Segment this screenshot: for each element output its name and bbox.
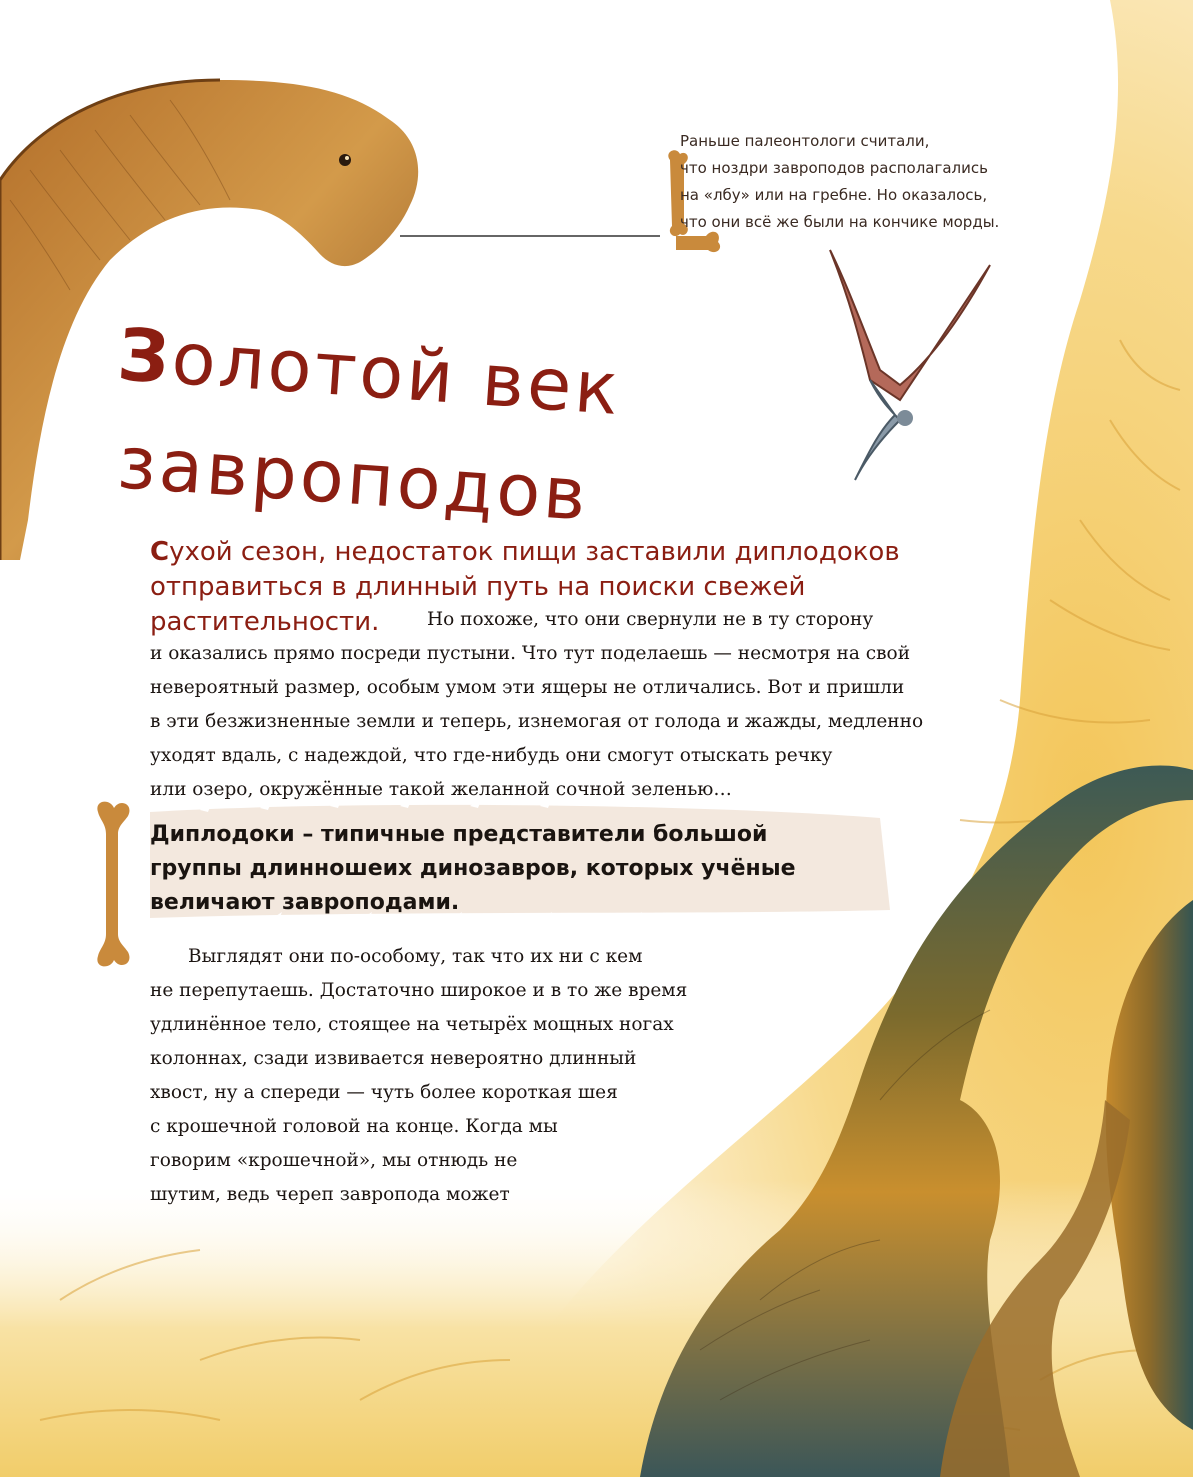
paragraph-line: в эти безжизненные земли и теперь, изнемогая от голода и жажды, медленно	[150, 711, 924, 732]
lead-initial: С	[150, 537, 170, 567]
lead-line-1	[150, 535, 1070, 570]
paragraph-line: говорим «крошечной», мы отнюдь не	[150, 1150, 518, 1171]
callout-line: Раньше палеонтологи считали,	[680, 132, 930, 150]
title-line-2: завроподов	[115, 420, 592, 537]
fact-line: группы длинношеих динозавров, которых учёные	[150, 856, 796, 881]
fact-line: величают завроподами.	[150, 890, 460, 915]
paragraph-line: не перепутаешь. Достаточно широкое и в то же время	[150, 980, 688, 1001]
sauropod-fact-box	[150, 818, 910, 920]
body-paragraph-1	[150, 637, 1070, 807]
paragraph1-first-line-tail: Но похоже, что они свернули не в ту сторону	[427, 609, 874, 630]
paragraph-line: с крошечной головой на конце. Когда мы	[150, 1116, 558, 1137]
paragraph-line: и оказались прямо посреди пустыни. Что тут поделаешь — несмотря на свой	[150, 643, 911, 664]
paragraph-line: удлинённое тело, стоящее на четырёх мощных ногах	[150, 1014, 674, 1035]
callout-line: что они всё же были на кончике морды.	[680, 213, 1000, 231]
lead-line-2: отправиться в длинный путь на поиски свежей	[150, 572, 806, 602]
paragraph-line: уходят вдаль, с надеждой, что где-нибудь они смогут отыскать речку	[150, 745, 833, 766]
paragraph-line: хвост, ну а спереди — чуть более короткая шея	[150, 1082, 618, 1103]
chapter-title	[115, 300, 624, 537]
paragraph-line: колоннах, сзади извивается невероятно длинный	[150, 1048, 637, 1069]
fact-line: Диплодоки – типичные представители большой	[150, 822, 768, 847]
callout-line: на «лбу» или на гребне. Но оказалось,	[680, 186, 988, 204]
title-line-1-rest: олотой век	[169, 315, 624, 432]
paragraph-line: Выглядят они по-особому, так что их ни с кем	[188, 946, 643, 967]
pterosaur-illustration	[830, 250, 990, 480]
lead-line-3: растительности.	[150, 607, 380, 637]
nostril-fact-callout	[680, 128, 1100, 236]
callout-line: что ноздри завроподов располагались	[680, 159, 988, 177]
lead-line-1-rest: ухой сезон, недостаток пищи заставили диплодоков	[169, 537, 900, 567]
paragraph-line: шутим, ведь череп завропода может	[150, 1184, 510, 1205]
body-paragraph-2	[150, 940, 1070, 1212]
paragraph-line: или озеро, окружённые такой желанной сочной зеленью…	[150, 779, 732, 800]
paragraph-line: невероятный размер, особым умом эти ящеры не отличались. Вот и пришли	[150, 677, 905, 698]
bone-bracket-large	[97, 802, 129, 967]
title-initial: З	[115, 312, 175, 400]
